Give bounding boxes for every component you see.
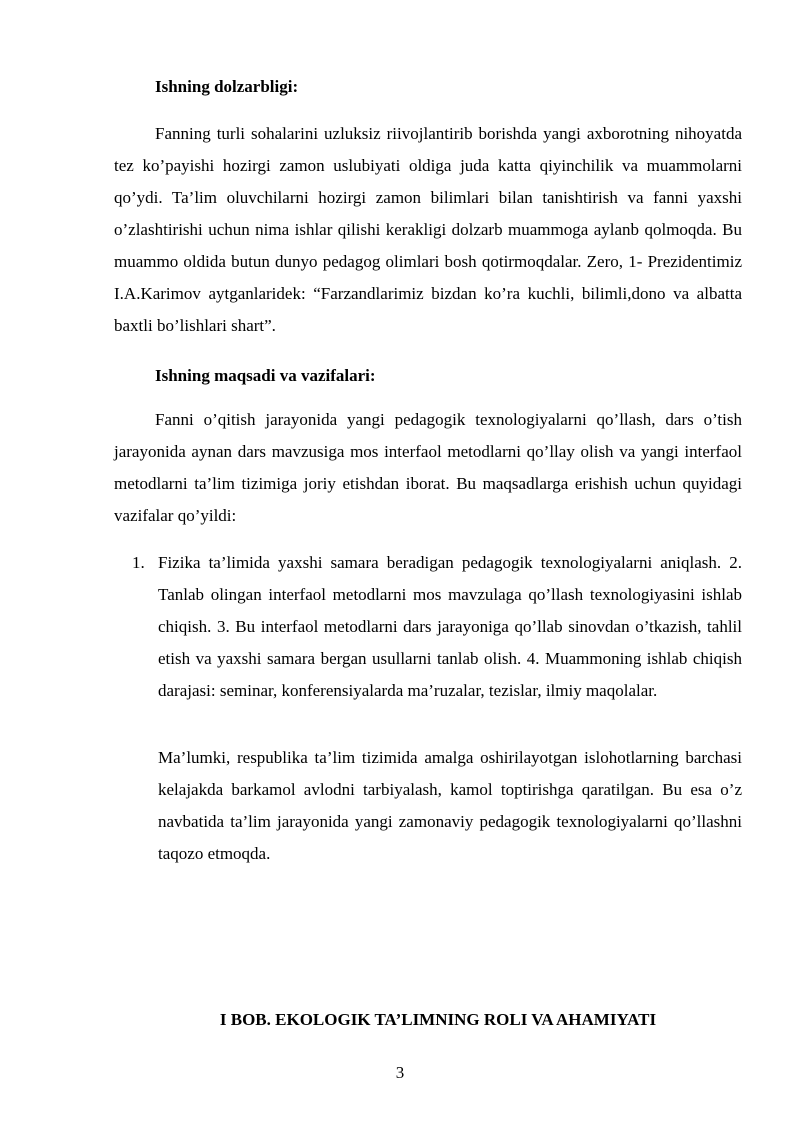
- paragraph-relevance: Fanning turli sohalarini uzluksiz riivojlantirib borishda yangi axborotning nihoyatda tez ko’payishi hozirgi zamon uslubiyati oldiga juda katta qiyinchilik va muammolarni qo’ydi. Ta’lim oluvchilarni hozirgi zamon bilimlari bilan tanishtirish va fanni yaxshi o’zlashtirishi uchun nima ishlar qilishi kerakligi dolzarb muammoga aylanb qolmoqda. Bu muammo oldida butun dunyo pedagog olimlari bosh qotirmoqdalar. Zero, 1- Prezidentimiz I.A.Karimov aytganlaridek: “Farzandlarimiz bizdan ko’ra kuchli, bilimli,dono va albatta baxtli bo’lishlari shart”.: [114, 124, 742, 335]
- paragraph-goals: Fanni o’qitish jarayonida yangi pedagogik texnologiyalarni qo’llash, dars o’tish jarayonida aynan dars mavzusiga mos interfaol metodlarni qo’llay olish va yangi interfaol metodlarni ta’lim tizimiga joriy etishdan iborat. Bu maqsadlarga erishish uchun quyidagi vazifalar qo’yildi:: [114, 410, 742, 525]
- paragraph-continuation: Ma’lumki, respublika ta’lim tizimida amalga oshirilayotgan islohotlarning barchasi kelajakda barkamol avlodni tarbiyalash, kamol toptirishga qaratilgan. Bu esa o’z navbatida ta’lim jarayonida yangi zamonaviy pedagogik texnologiyalarni qo’llashni taqozo etmoqda.: [158, 748, 742, 863]
- list-number: 1.: [132, 553, 145, 572]
- chapter-title: I BOB. EKOLOGIK TA’LIMNING ROLI VA AHAMIYATI: [219, 1010, 657, 1029]
- list-item-tasks: Fizika ta’limida yaxshi samara beradigan pedagogik texnologiyalarni aniqlash. 2. Tanlab olingan interfaol metodlarni mos mavzulaga qo’llash texnologiyasini ishlab chiqish. 3. Bu interfaol metodlarni dars jarayoniga qo’llab sinovdan o’tkazish, tahlil etish va yaxshi samara bergan usullarni tanlab olish. 4. Muammoning ishlab chiqish darajasi: seminar, konferensiyalarda ma’ruzalar, tezislar, ilmiy maqolalar.: [158, 553, 742, 700]
- page-number: 3: [395, 1063, 405, 1082]
- section-heading-relevance: Ishning dolzarbligi:: [155, 77, 299, 96]
- section-heading-goals: Ishning maqsadi va vazifalari:: [155, 366, 376, 385]
